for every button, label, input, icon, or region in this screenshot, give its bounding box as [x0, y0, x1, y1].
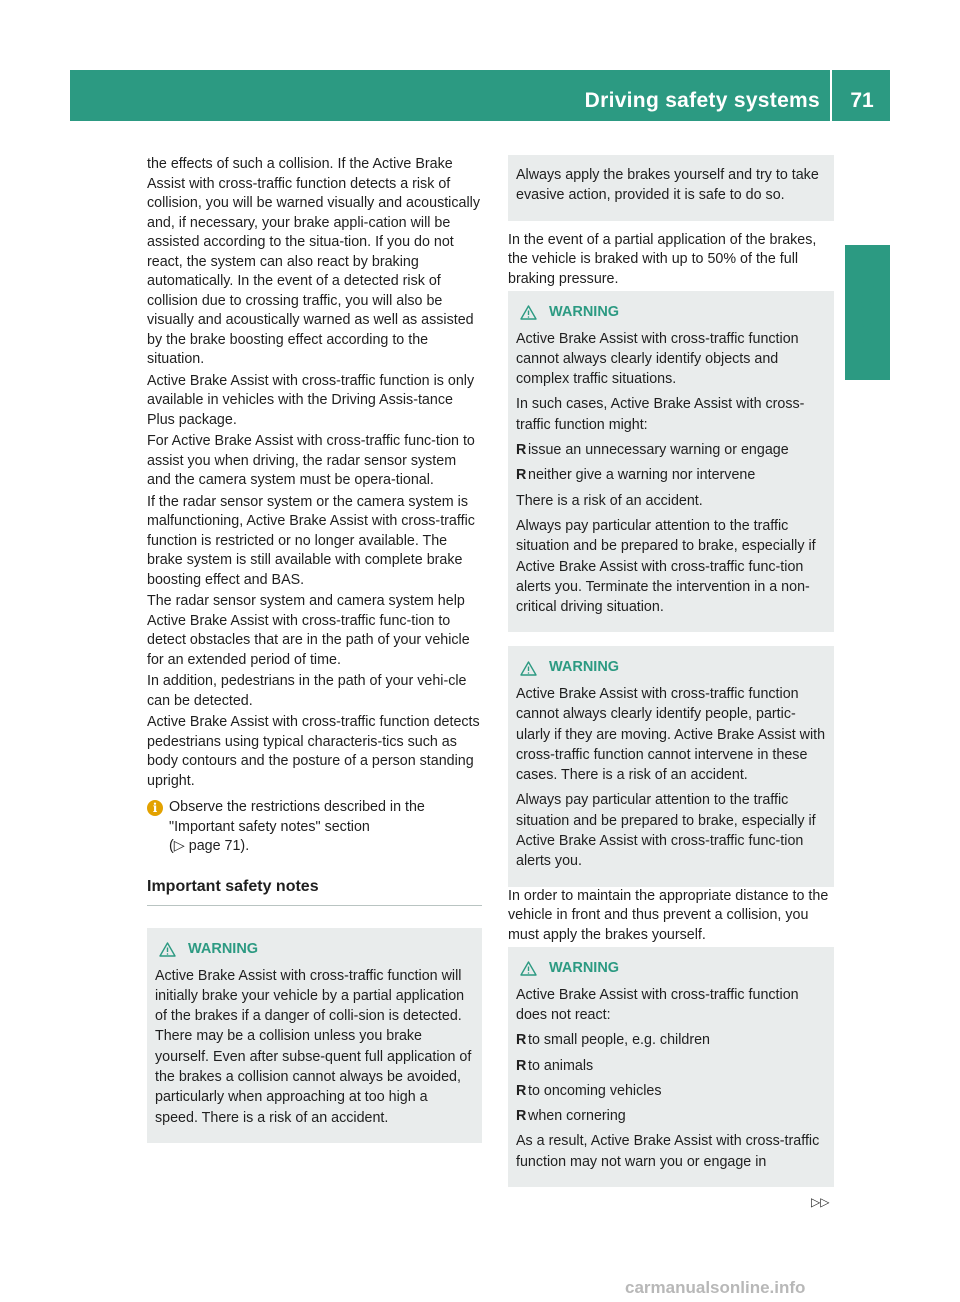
bullet-item: R to animals	[516, 1056, 826, 1076]
body-paragraph: In the event of a partial application of the brakes, the vehicle is braked with up to 50% of the full braking pressure.	[508, 231, 817, 287]
watermark: carmanualsonline.info	[625, 1278, 806, 1297]
bullet-icon: R	[516, 1082, 527, 1099]
warning-label: WARNING	[549, 960, 620, 977]
continue-arrows-icon: ▷▷	[811, 1195, 830, 1209]
bullet-item: R issue an unnecessary warning or engage	[516, 440, 826, 460]
caution-box	[508, 155, 834, 221]
warning-text: Active Brake Assist with cross-traffic function does not react:	[516, 986, 799, 1023]
warning-box	[508, 291, 834, 632]
page-header	[70, 70, 890, 121]
warning-header	[516, 658, 826, 678]
body-paragraph: For Active Brake Assist with cross-traffic func-tion to assist you when driving, the radar sensor system and the camera system must be opera-tional.	[147, 433, 475, 488]
body-paragraph: Active Brake Assist with cross-traffic function is only available in vehicles with the Driving Assis-tance Plus package.	[147, 372, 475, 428]
bullet-icon: R	[516, 442, 527, 459]
warning-text: In such cases, Active Brake Assist with cross-traffic function might:	[516, 396, 805, 433]
warning-label: WARNING	[549, 304, 620, 321]
warning-header	[155, 940, 474, 960]
header-divider	[830, 70, 832, 121]
caution-text: Always apply the brakes yourself and try to take evasive action, provided it is safe to do so.	[516, 167, 819, 204]
body-paragraph: In addition, pedestrians in the path of your vehi-cle can be detected.	[147, 673, 467, 709]
bullet-item: R when cornering	[516, 1106, 826, 1126]
bullet-item: R neither give a warning nor intervene	[516, 465, 826, 485]
warning-text: Active Brake Assist with cross-traffic function will initially brake your vehicle by a partial application of the brakes if a danger of colli-sion is detected. There may be a collision unless you brake yourself. Even after subse-quent full application of the brakes a collision cannot always be avoided, particularly when approaching at too high a speed. There is a risk of an accident.	[155, 967, 472, 1126]
warning-triangle-icon	[520, 961, 537, 976]
body-paragraph: Active Brake Assist with cross-traffic function detects pedestrians using typical characteris-tics such as body contours and the posture of a person standing upright.	[147, 714, 480, 789]
info-icon: i	[147, 800, 163, 816]
warning-box	[508, 947, 834, 1187]
warning-text: Active Brake Assist with cross-traffic function cannot always clearly identify people, partic-ularly if they are moving. Active Brake Assist with cross-traffic function cannot intervene in these cases. There is a risk of an accident.	[516, 685, 826, 784]
bullet-item: R to small people, e.g. children	[516, 1030, 826, 1050]
page-number: 71	[850, 89, 874, 112]
page-reference-symbol: (▷	[169, 838, 185, 854]
warning-text: There is a risk of an accident.	[516, 492, 703, 509]
warning-label: WARNING	[549, 659, 620, 676]
warning-text: Always pay particular attention to the traffic situation and be prepared to brake, especially if Active Brake Assist with cross-traffic func-tion alerts you. Terminate the intervention in a non-critical driving situation.	[516, 517, 816, 616]
left-column	[147, 155, 482, 1143]
body-paragraph: If the radar sensor system or the camera system is malfunctioning, Active Brake Assist with cross-traffic function is restricted or no longer available. The brake system is still available with complete brake boosting effect and BAS.	[147, 493, 475, 588]
warning-label: WARNING	[188, 941, 259, 957]
warning-triangle-icon	[520, 305, 537, 320]
section-tab-label: Safety	[854, 281, 877, 345]
info-note-text: Observe the restrictions described in the "Important safety notes" section	[169, 799, 425, 835]
bullet-icon: R	[516, 1057, 527, 1074]
warning-triangle-icon	[159, 942, 176, 957]
right-column	[508, 155, 834, 1187]
warning-triangle-icon	[520, 661, 537, 676]
chapter-title: Driving safety systems	[584, 89, 820, 112]
warning-box	[508, 646, 834, 886]
body-paragraph: the effects of such a collision. If the Active Brake Assist with cross-traffic function detects a risk of collision, you will be warned visually and acoustically and, if necessary, your brake appli-cation will be assisted according to the situa-tion. If you do not react, the system can also react by braking automatically. In the event of a detected risk of collision due to crossing traffic, you will also be visually and acoustically warned as well as assisted by the brake boosting effect according to the situation.	[147, 156, 480, 367]
body-paragraph: In order to maintain the appropriate distance to the vehicle in front and thus prevent a collision, you must apply the brakes yourself.	[508, 887, 829, 943]
body-paragraph: The radar sensor system and camera system help Active Brake Assist with cross-traffic func-tion to detect obstacles that are in the path of your vehicle for an extended period of time.	[147, 593, 470, 668]
page-reference-link[interactable]: page 71).	[188, 838, 250, 854]
info-note	[147, 798, 482, 857]
bullet-icon: R	[516, 1032, 527, 1049]
warning-box	[147, 928, 482, 1143]
bullet-icon: R	[516, 1108, 527, 1125]
warning-text: As a result, Active Brake Assist with cross-traffic function may not warn you or engage in	[516, 1133, 820, 1170]
warning-text: Always pay particular attention to the traffic situation and be prepared to brake, especially if Active Brake Assist with cross-traffic func-tion alerts you.	[516, 792, 816, 870]
warning-header	[516, 959, 826, 979]
warning-header	[516, 303, 826, 323]
section-heading: Important safety notes	[147, 877, 482, 907]
bullet-icon: R	[516, 467, 527, 484]
bullet-item: R to oncoming vehicles	[516, 1081, 826, 1101]
warning-text: Active Brake Assist with cross-traffic function cannot always clearly identify objects and complex traffic situations.	[516, 330, 799, 388]
